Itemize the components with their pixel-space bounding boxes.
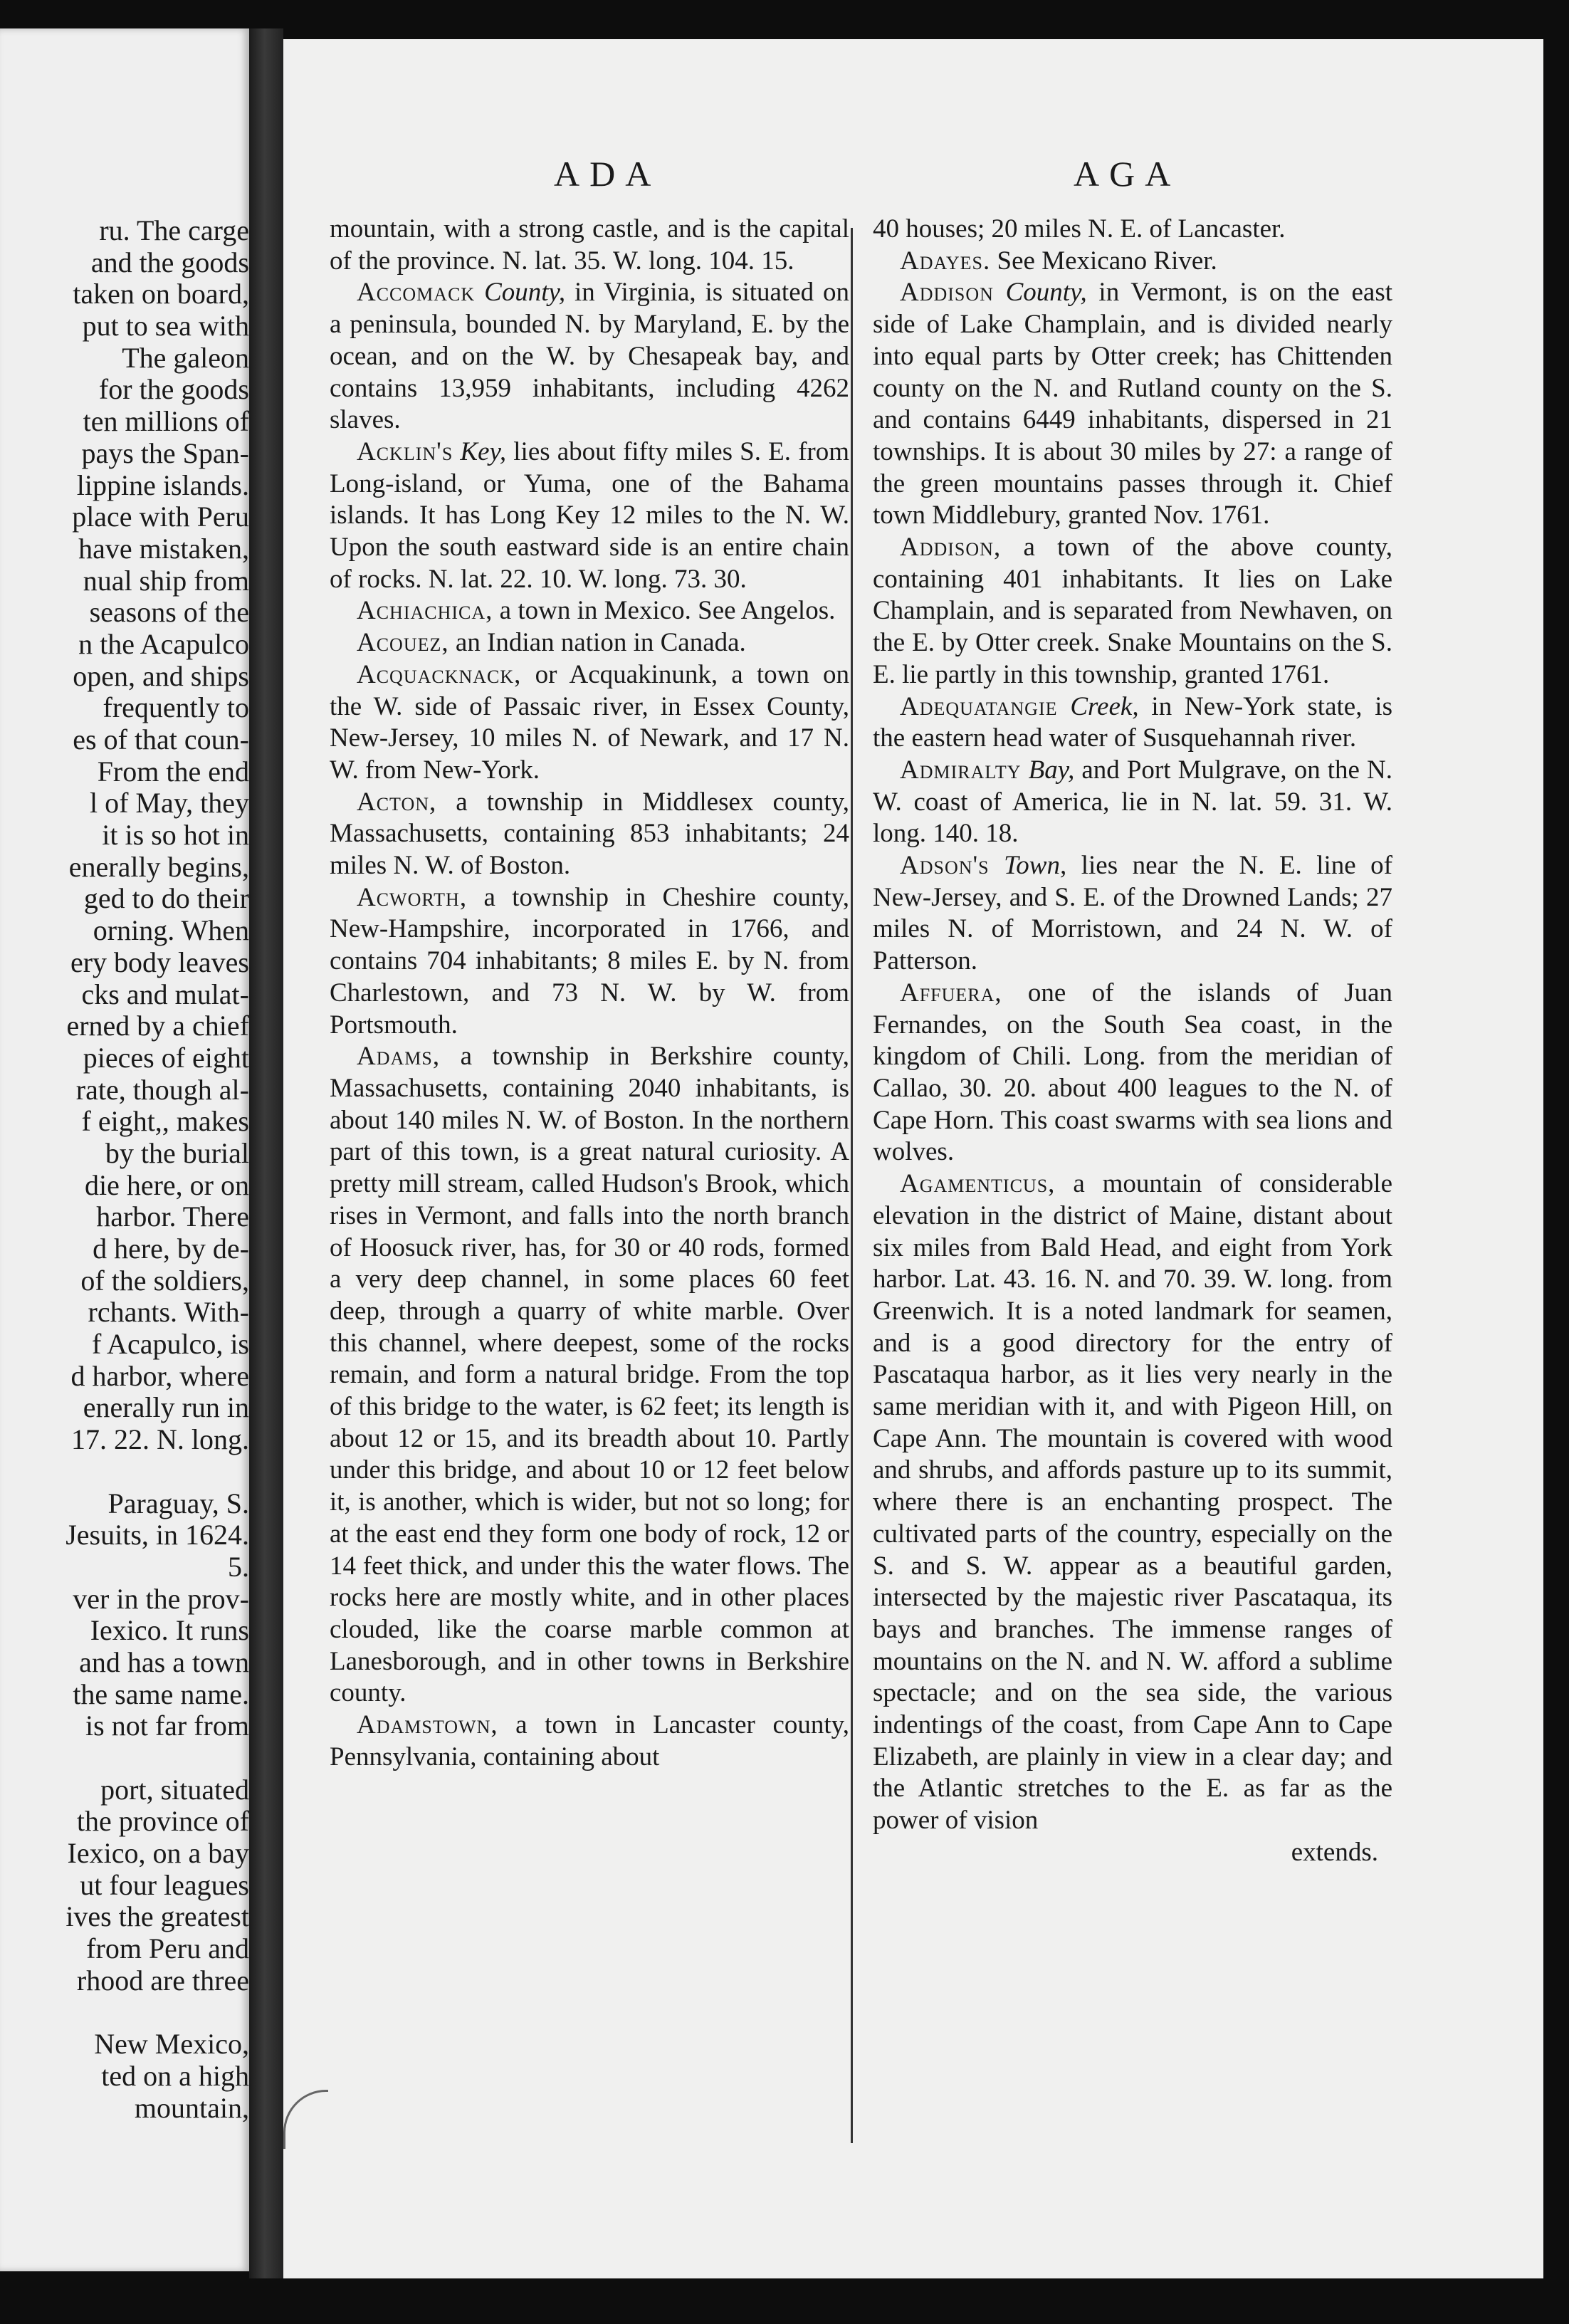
gazetteer-entry [873, 850, 1392, 978]
facing-page-line: mountain, [134, 2091, 249, 2124]
entry-headword: Adams, [357, 1042, 441, 1072]
entry-headword: Acworth, [357, 882, 468, 912]
gazetteer-entry [330, 627, 849, 659]
facing-page-line: f eight,, makes [81, 1105, 249, 1138]
entry-text: 40 houses; 20 miles N. E. of Lancaster. [873, 214, 1286, 244]
gazetteer-entry [873, 755, 1392, 850]
column-final-word: extends. [1291, 1837, 1378, 1867]
entry-text: a township in Cheshire county, New-Hampshire, incorporated in 1766, and contains 704 inhabitants; 8 miles E. by N. from Charlestown, and 73 N. W. by W. from Portsmouth. [330, 882, 849, 1040]
facing-page-fragment [0, 28, 249, 2271]
entry-text: and Port Mulgrave, on the N. W. coast of America, lie in N. lat. 59. 31. W. long. 140. 18. [873, 755, 1392, 849]
entry-headword: Accomack [357, 278, 476, 308]
facing-page-line: ten millions of [83, 405, 249, 438]
entry-text: a township in Berkshire county, Massachusetts, containing 2040 inhabitants, is about 140 miles N. W. of Boston. In the northern part of this town, is a great natural curiosity. A pretty mill stream, called Hudson's Brook, which rises in Vermont, and falls into the north branch of Hoosuck river, has, for 30 or 40 rods, formed a very deep channel, in some places 60 feet deep, through a quarry of white marble. Over this channel, where deepest, some of the rocks remain, and form a natural bridge. From the top of this bridge to the water, is 62 feet; its length is about 12 or 15, and its breadth about 10. Partly under this bridge, and about 10 or 12 feet below it, is another, which is wider, but not so long; for at the east end they form one body of rock, 12 or 14 feet thick, and under this the water flows. The rocks here are mostly white, and in other places clouded, like the coarse marble common at Lanesborough, and in other towns in Berkshire county. [330, 1042, 849, 1708]
entry-headword: Addison [900, 278, 994, 308]
facing-page-line: port, situated [100, 1773, 249, 1806]
facing-page-line: ted on a high [101, 2059, 249, 2092]
gazetteer-entry [873, 532, 1392, 691]
facing-page-line: nual ship from [83, 564, 249, 597]
facing-page-line: pays the Span- [81, 436, 249, 469]
entry-headword-qualifier: Bay, [1021, 755, 1075, 785]
facing-page-line: rate, though al- [75, 1073, 249, 1106]
entry-text: one of the islands of Juan Fernandes, on the South Sea coast, in the kingdom of Chili. Long. from the meridian of Callao, 30. 20. about 400 leagues to the N. of Cape Horn. This coast swarms with sea lions and wolves. [873, 978, 1392, 1167]
entry-text: a town in Mexico. See Angelos. [493, 596, 836, 626]
entry-text: a mountain of considerable elevation in the district of Maine, distant about six miles from Bald Head, and eight from York harbor. Lat. 43. 16. N. and 70. 39. W. long. from Greenwich. It is a noted landmark for seamen, and is a good directory for the entry of Pascataqua harbor, as it lies very nearly in the same meridian with it, and with Pigeon Hill, on Cape Ann. The mountain is covered with wood and shrubs, and affords pasture up to its summit, where there is an enchanting prospect. The cultivated parts of the country, especially on the S. and S. W. appear as a beautiful garden, intersected by the majestic river Pascataqua, its bays and branches. The immense ranges of mountains on the N. and N. W. afford a sublime spectacle; and on the sea side, the various indentings of the coast, from Cape Ann to Cape Elizabeth, are plainly in view in a clear day; and the Atlantic stretches to the E. as far as the power of vision [873, 1169, 1392, 1836]
entry-text: a town of the above county, containing 401 inhabitants. It lies on Lake Champlain, and is separated from Newhaven, on the E. by Otter creek. Snake Mountains on the S. E. lie partly in this township, granted 1761. [873, 533, 1392, 689]
facing-page-line [0, 1742, 249, 1774]
facing-page-line: by the burial [105, 1136, 249, 1169]
entry-headword: Adequatangie [900, 691, 1058, 721]
entry-headword-qualifier: Creek, [1057, 691, 1139, 721]
gazetteer-entry [873, 691, 1392, 755]
facing-page-line: Paraguay, S. [107, 1487, 249, 1519]
facing-page-line: die here, or on [84, 1168, 249, 1201]
facing-page-line: and the goods [90, 246, 249, 278]
entry-headword-qualifier: County, [993, 278, 1087, 308]
facing-page-line: cks and mulat- [81, 978, 249, 1010]
entry-headword: Admiralty [900, 755, 1022, 785]
entry-headword-qualifier: Town, [989, 851, 1067, 881]
gazetteer-entry [873, 246, 1392, 278]
facing-page-line: ives the greatest [65, 1900, 249, 1933]
facing-page-line: n the Acapulco [78, 627, 249, 660]
gazetteer-entry [873, 1168, 1392, 1837]
facing-page-line: the same name. [73, 1677, 249, 1710]
gazetteer-entry [873, 214, 1392, 246]
facing-page-line: pieces of eight [83, 1041, 249, 1074]
facing-page-line: from Peru and [86, 1932, 249, 1965]
entry-headword-qualifier: County, [475, 278, 566, 308]
entry-headword: Acquacknack, [357, 659, 522, 689]
facing-page-line: From the end [97, 755, 249, 787]
facing-page-line: Iexico. It runs [90, 1614, 249, 1647]
gazetteer-entry [873, 277, 1392, 532]
gazetteer-entry [330, 1710, 849, 1773]
facing-page-line: have mistaken, [78, 532, 249, 565]
gazetteer-entry [330, 787, 849, 882]
facing-page-line: enerally run in [83, 1391, 249, 1424]
facing-page-line: Jesuits, in 1624. [65, 1519, 249, 1551]
entry-headword: Acklin's [357, 436, 453, 466]
entry-headword-qualifier: Key, [453, 436, 507, 466]
facing-page-line: open, and ships [73, 659, 249, 692]
entry-text: mountain, with a strong castle, and is the capital of the province. N. lat. 35. W. long. 104. 15. [330, 214, 849, 276]
running-head-right: AGA [1074, 154, 1181, 194]
column-divider [851, 228, 853, 2143]
entry-text: lies near the N. E. line of New-Jersey, and S. E. of the Drowned Lands; 27 miles N. of Morristown, and 24 N. W. of Patterson. [873, 851, 1392, 976]
facing-page-line: for the goods [98, 373, 249, 406]
facing-page-line: 17. 22. N. long. [71, 1423, 249, 1456]
facing-page-line: and has a town [79, 1645, 249, 1678]
entry-text: lies about fifty miles S. E. from Long-island, or Yuma, one of the Bahama islands. It has Long Key 12 miles to the N. W. Upon the south eastward side is an entire chain of rocks. N. lat. 22. 10. W. long. 73. 30. [330, 436, 850, 594]
facing-page-line: d harbor, where [70, 1359, 249, 1392]
facing-page-line: ver in the prov- [73, 1582, 249, 1615]
facing-page-line: ged to do their [83, 882, 249, 915]
left-column [330, 214, 849, 1773]
entry-headword: Adamstown, [357, 1710, 498, 1740]
facing-page-line: lippine islands. [76, 469, 249, 501]
entry-headword: Adayes. [900, 246, 991, 276]
gazetteer-entry [330, 659, 849, 787]
gazetteer-entry [330, 595, 849, 627]
facing-page-line: es of that coun- [73, 723, 249, 755]
gazetteer-entry [330, 436, 849, 596]
facing-page-line: d here, by de- [93, 1232, 249, 1265]
gazetteer-entry [330, 277, 849, 436]
facing-page-line: ru. The carge [99, 214, 249, 246]
facing-page-line: ery body leaves [70, 946, 249, 978]
facing-page-line: of the soldiers, [80, 1264, 249, 1297]
entry-text: in Vermont, is on the east side of Lake Champlain, and is divided nearly into equal parts by Otter creek; has Chittenden county on the N. and Rutland county on the S. and contains 6449 inhabitants, dispersed in 21 townships. It is about 30 miles by 27: a range of the green mountains passes through it. Chief town Middlebury, granted Nov. 1761. [873, 278, 1392, 530]
facing-page-line: it is so hot in [102, 819, 249, 852]
facing-page-line [0, 1997, 249, 2029]
entry-text: See Mexicano River. [990, 246, 1217, 276]
entry-headword: Affuera, [900, 978, 1002, 1007]
facing-page-line: 5. [228, 1550, 249, 1583]
gazetteer-entry [330, 214, 849, 277]
facing-page-line: the province of [76, 1805, 249, 1838]
page-corner-mark [283, 2090, 328, 2149]
facing-page-line: Iexico, on a bay [67, 1837, 249, 1870]
page [283, 39, 1543, 2278]
entry-text: in Virginia, is situated on a peninsula, bounded N. by Maryland, E. by the ocean, and on the W. by Chesapeak bay, and contains 13,959 inhabitants, including 4262 slaves. [330, 278, 849, 435]
entry-headword: Acouez, [357, 628, 449, 658]
gazetteer-entry [873, 978, 1392, 1168]
facing-page-line: place with Peru [72, 501, 249, 533]
entry-headword: Acton, [357, 787, 437, 817]
facing-page-line: is not far from [85, 1710, 249, 1742]
facing-page-line: enerally begins, [68, 850, 249, 883]
facing-page-line: orning. When [93, 914, 249, 947]
gazetteer-entry [330, 1041, 849, 1710]
facing-page-line: New Mexico, [94, 2028, 249, 2061]
entry-text: a township in Middlesex county, Massachusetts, containing 853 inhabitants; 24 miles N. W. of Boston. [330, 787, 849, 881]
facing-page-line: harbor. There [96, 1200, 249, 1233]
book-gutter [249, 28, 283, 2278]
facing-page-line: ut four leagues [80, 1868, 249, 1901]
facing-page-line: taken on board, [73, 278, 249, 310]
entry-headword: Addison, [900, 533, 1002, 562]
facing-page-line: l of May, they [89, 787, 249, 820]
entry-text: an Indian nation in Canada. [448, 628, 746, 658]
facing-page-line: put to sea with [82, 310, 249, 342]
facing-page-line: seasons of the [89, 596, 249, 629]
entry-headword: Adson's [900, 851, 990, 881]
entry-headword: Achiachica, [357, 596, 493, 626]
facing-page-line: f Acapulco, is [91, 1328, 249, 1361]
running-head-left: ADA [554, 154, 661, 194]
gazetteer-entry [330, 882, 849, 1042]
facing-page-line: The galeon [122, 341, 249, 374]
right-column [873, 214, 1392, 1869]
facing-page-line: rhood are three [76, 1964, 249, 1996]
facing-page-line: rchants. With- [88, 1296, 249, 1329]
facing-page-line: erned by a chief [66, 1010, 249, 1042]
facing-page-line: frequently to [103, 691, 249, 724]
entry-headword: Agamenticus, [900, 1169, 1056, 1199]
facing-page-text [0, 215, 249, 2124]
entry-text: in New-York state, is the eastern head water of Susquehannah river. [873, 691, 1392, 753]
facing-page-line [0, 1456, 249, 1488]
entry-text: or Acquakinunk, a town on the W. side of Passaic river, in Essex County, New-Jersey, 10 miles N. of Newark, and 17 N. W. from New-York. [330, 659, 849, 785]
entry-text: a town in Lancaster county, Pennsylvania, containing about [330, 1710, 849, 1771]
